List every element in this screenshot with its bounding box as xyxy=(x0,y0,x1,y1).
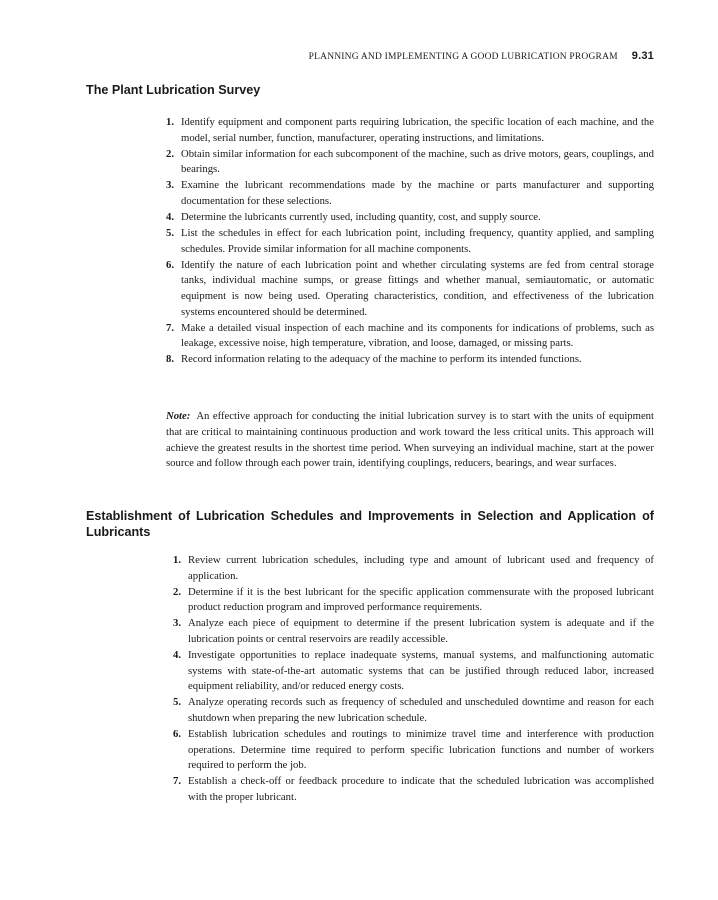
item-number: 5. xyxy=(173,696,182,709)
list-item xyxy=(166,178,654,209)
item-text: Determine the lubricants currently used, including quantity, cost, and supply source. xyxy=(181,211,541,224)
list-item xyxy=(166,258,654,320)
list-item xyxy=(166,147,654,178)
item-number: 1. xyxy=(166,116,175,128)
note-label: Note: xyxy=(166,410,191,422)
item-text: Examine the lubricant recommendations made by the machine or parts manufacturer and supporting documentation for these selections. xyxy=(181,179,654,207)
item-text: Make a detailed visual inspection of each machine and its components for indications of problems, such as leakage, excessive noise, high temperature, vibration, and loose, damaged, or missing parts. xyxy=(181,321,654,350)
item-text: Record information relating to the adequacy of the machine to perform its intended functions. xyxy=(181,353,582,366)
schedules-list xyxy=(173,553,654,806)
item-number: 5. xyxy=(166,227,175,240)
item-text: Analyze each piece of equipment to determine if the present lubrication system is adequate and if the lubrication points or central reservoirs are readily accessible. xyxy=(188,617,654,645)
item-text: Identify equipment and component parts requiring lubrication, the specific location of each machine, and the model, serial number, function, manufacturer, operating instructions, and limitations. xyxy=(181,116,654,144)
item-text: Identify the nature of each lubrication point and whether circulating systems are fed from central storage tanks, individual machine sumps, or grease fittings and whether manual, semiautomatic, or automatic equipment is now being used. Operating characteristics, condition, and effectiveness of the lubrication systems encountered should be determined. xyxy=(181,258,654,318)
item-text: Investigate opportunities to replace inadequate systems, manual systems, and malfunctioning automatic systems with state-of-the-art automatic systems that can be justified through reduced labor, increased equipment reliability, and/or reduced energy costs. xyxy=(188,649,654,693)
item-text: List the schedules in effect for each lubrication point, including frequency, quantity applied, and sampling schedules. Provide similar information for all machine components. xyxy=(181,227,654,255)
item-text: Establish lubrication schedules and routings to minimize travel time and interference with production operations. Determine time required to perform specific lubrication functions and number of workers required to perform the job. xyxy=(188,728,654,772)
item-number: 3. xyxy=(173,617,182,630)
item-text: Obtain similar information for each subcomponent of the machine, such as drive motors, gears, couplings, and bearings. xyxy=(181,147,654,176)
item-number: 2. xyxy=(166,147,175,160)
item-text: Review current lubrication schedules, including type and amount of lubricant used and frequency of application. xyxy=(188,554,654,582)
note-text: An effective approach for conducting the initial lubrication survey is to start with the units of equipment that are critical to maintaining continuous production and work toward the less critical units. This approach will achieve the greatest results in the shortest time period. When surveying an individual machine, start at the power source and follow through each power train, identifying couplings, reducers, bearings, and wear surfaces. xyxy=(166,410,654,470)
section-heading-survey: The Plant Lubrication Survey xyxy=(86,83,261,97)
running-title: PLANNING AND IMPLEMENTING A GOOD LUBRICATION PROGRAM xyxy=(308,52,618,62)
list-item xyxy=(173,616,654,647)
item-number: 8. xyxy=(166,353,175,366)
list-item xyxy=(166,115,654,146)
item-number: 2. xyxy=(173,585,182,598)
item-text: Establish a check-off or feedback procedure to indicate that the scheduled lubrication was accomplished with the proper lubricant. xyxy=(188,775,654,803)
list-item xyxy=(173,648,654,695)
item-number: 6. xyxy=(166,258,175,271)
item-number: 7. xyxy=(166,321,175,334)
running-header xyxy=(0,50,654,62)
list-item xyxy=(166,321,654,352)
item-text: Determine if it is the best lubricant for the specific application commensurate with the proposed lubricant product reduction program and improved performance requirements. xyxy=(188,585,654,614)
list-item xyxy=(173,585,654,616)
item-number: 7. xyxy=(173,775,182,788)
survey-note xyxy=(166,409,654,472)
item-number: 1. xyxy=(173,554,182,566)
list-item xyxy=(173,774,654,805)
list-item xyxy=(166,210,654,226)
list-item xyxy=(166,226,654,257)
survey-list xyxy=(166,115,654,369)
item-number: 3. xyxy=(166,179,175,192)
list-item xyxy=(173,727,654,774)
list-item xyxy=(173,553,654,584)
list-item xyxy=(173,695,654,726)
section-heading-schedules: Establishment of Lubrication Schedules and Improvements in Selection and Application of Lubricants xyxy=(86,509,654,539)
page-number: 9.31 xyxy=(631,50,654,62)
item-number: 4. xyxy=(173,649,182,662)
list-item xyxy=(166,352,654,368)
item-number: 4. xyxy=(166,211,175,224)
item-text: Analyze operating records such as frequency of scheduled and unscheduled downtime and reason for each shutdown when preparing the new lubrication schedule. xyxy=(188,696,654,724)
item-number: 6. xyxy=(173,728,182,741)
